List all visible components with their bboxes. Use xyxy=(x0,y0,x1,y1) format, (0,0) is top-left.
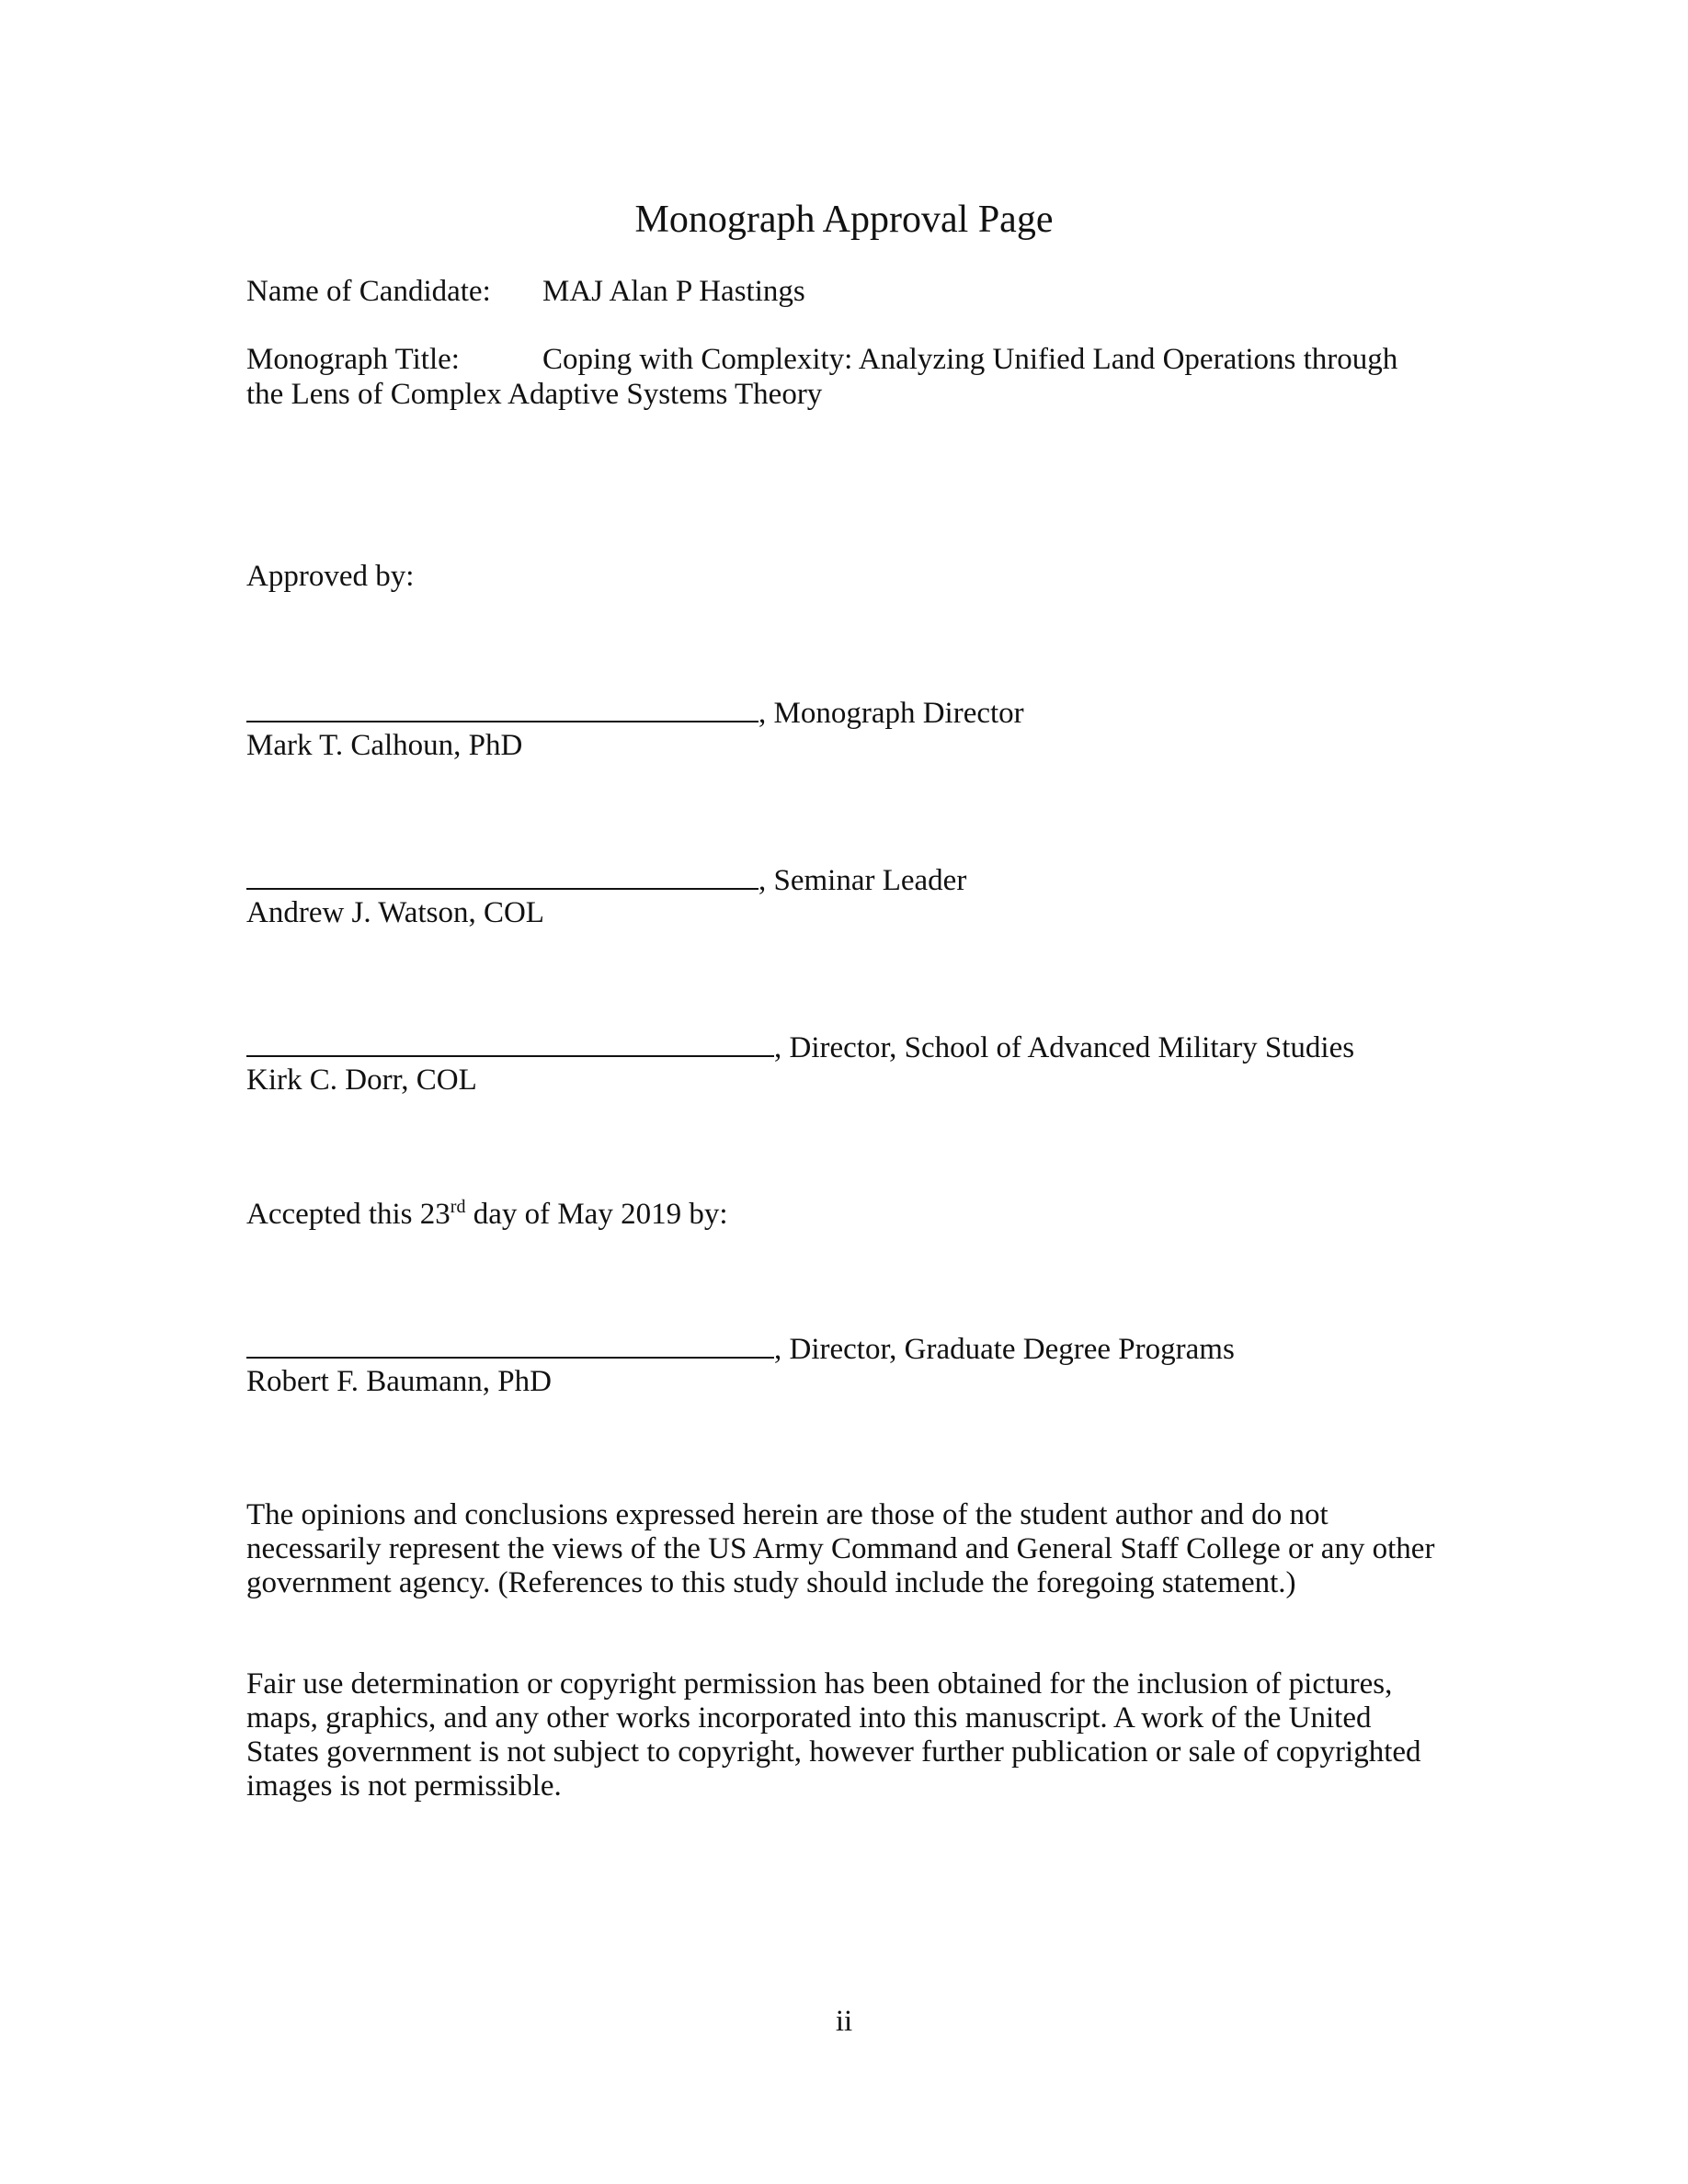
signature-line xyxy=(246,1329,774,1359)
approver-role: , Monograph Director xyxy=(758,697,1024,730)
signature-row-seminar-leader xyxy=(246,860,966,898)
signature-line xyxy=(246,860,758,890)
candidate-name: MAJ Alan P Hastings xyxy=(542,275,805,308)
ordinal-suffix: rd xyxy=(450,1197,466,1217)
candidate-label: Name of Candidate: xyxy=(246,275,491,308)
approver-name: Mark T. Calhoun, PhD xyxy=(246,729,523,762)
acceptor-name: Robert F. Baumann, PhD xyxy=(246,1365,552,1398)
approver-role: , Director, School of Advanced Military Studies xyxy=(774,1031,1355,1064)
approver-name: Andrew J. Watson, COL xyxy=(246,896,544,929)
signature-row-monograph-director xyxy=(246,693,1024,731)
signature-row-sams-director xyxy=(246,1028,1354,1065)
disclaimer-paragraph: The opinions and conclusions expressed herein are those of the student author and do not necessarily represent the views of the US Army Command and General Staff College or any other government agency. (References to this study should include the foregoing statement.) xyxy=(246,1498,1435,1599)
signature-line xyxy=(246,1028,774,1057)
page-number: ii xyxy=(835,2005,853,2038)
approver-name: Kirk C. Dorr, COL xyxy=(246,1064,477,1097)
monograph-title-line2: the Lens of Complex Adaptive Systems Theory xyxy=(246,378,823,411)
signature-line xyxy=(246,693,758,722)
approver-role: , Seminar Leader xyxy=(758,864,967,897)
approved-by-label: Approved by: xyxy=(246,560,415,593)
accepted-statement: Accepted this 23rd day of May 2019 by: xyxy=(246,1197,728,1231)
monograph-title-label: Monograph Title: xyxy=(246,343,460,376)
acceptor-role: , Director, Graduate Degree Programs xyxy=(774,1333,1235,1366)
copyright-paragraph: Fair use determination or copyright permission has been obtained for the inclusion of pictures, maps, graphics, and any other works incorporated into this manuscript. A work of the United States government is not subject to copyright, however further publication or sale of copyrighted images is not permissible. xyxy=(246,1667,1421,1803)
signature-row-graduate-programs-director xyxy=(246,1329,1235,1367)
page-title: Monograph Approval Page xyxy=(634,199,1054,241)
monograph-title-line1: Coping with Complexity: Analyzing Unified Land Operations through xyxy=(542,343,1398,376)
